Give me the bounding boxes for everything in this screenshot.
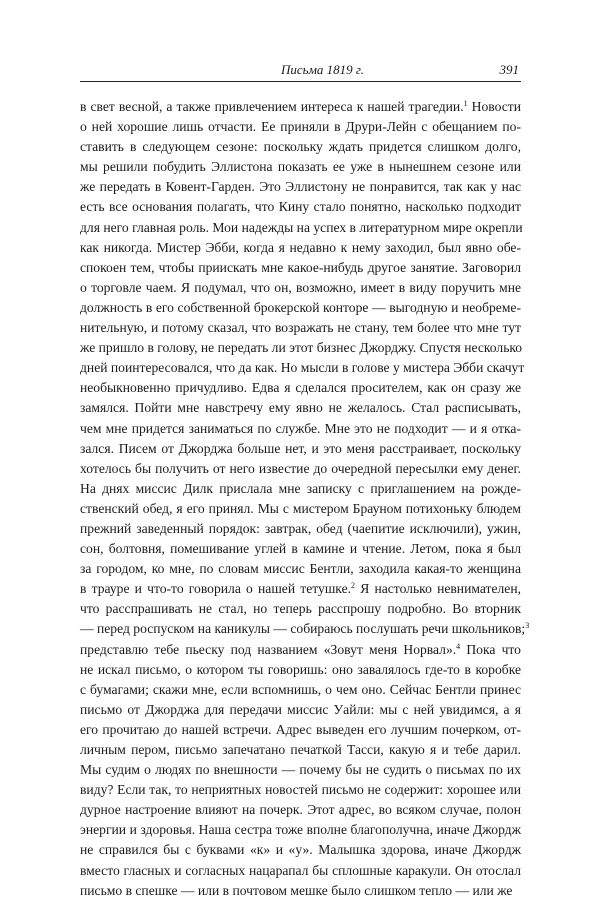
text-line <box>80 881 521 901</box>
page-number: 391 <box>499 62 519 77</box>
text-segment: в свет весной, а также привлечением интереса к нашей трагедии. <box>80 99 464 114</box>
text-segment: личным пером, письмо запечатано печаткой Тасси, какую я и тебе дарил. <box>80 742 521 757</box>
text-line <box>80 177 521 197</box>
text-segment: о ней хорошие лишь отчасти. Ее приняли в Друри-Лейн с обещанием по- <box>80 119 521 135</box>
body-text <box>80 97 530 901</box>
footnote-marker: 2 <box>351 581 356 591</box>
text-line <box>80 800 521 820</box>
text-line <box>80 238 521 258</box>
text-line <box>80 619 530 639</box>
text-line <box>80 197 521 217</box>
text-segment: виду? Если так, то неприятных новостей письмо не содержит: хорошее или <box>80 782 521 798</box>
text-segment: На днях миссис Дилк прислала мне записку с приглашением на рожде- <box>80 480 521 496</box>
text-segment: прежний заведенный порядок: завтрак, обед (чаепитие исключили), ужин, <box>80 520 521 536</box>
text-segment: за городом, ко мне, по словам миссис Бентли, заходила какая-то женщина <box>80 561 521 577</box>
text-segment: есть все основания полагать, что Кину стало понятно, насколько подходит <box>80 199 521 215</box>
text-line <box>80 780 521 800</box>
text-segment: сон, болтовня, помешивание углей в камине и чтение. Летом, пока я был <box>80 541 521 557</box>
text-line <box>80 861 521 881</box>
text-segment: для него главная роль. Мои надежды на успех в литературном мире окрепли <box>80 219 523 235</box>
text-line <box>80 278 521 298</box>
text-segment: же передать в Ковент-Гарден. Это Эллистону не понравится, так как у нас <box>80 179 521 195</box>
text-line <box>80 820 521 840</box>
text-segment: в трауре и что-то говорила о нашей тетушке. <box>80 581 352 597</box>
text-line <box>80 599 521 619</box>
text-line <box>80 720 521 740</box>
text-line <box>80 459 521 479</box>
text-segment: Я настолько невнимателен, <box>355 581 522 597</box>
text-segment: представлю тебе пьеску под названием «Зовут меня Норвал». <box>80 641 457 657</box>
footnote-marker: 1 <box>463 99 468 108</box>
text-segment: письмо в спешке — или в почтовом мешке было слишком тепло — или же <box>80 882 513 898</box>
text-line <box>80 559 521 579</box>
text-segment: должность в его собственной брокерской конторе — выгодную и необреме- <box>80 299 521 315</box>
text-line <box>80 840 521 860</box>
text-line <box>80 137 521 157</box>
text-line <box>80 117 521 137</box>
text-line <box>80 499 521 519</box>
page-header <box>80 61 521 82</box>
text-segment: не искал письмо, о котором ты говоришь: оно завалялось где-то в коробке <box>80 661 521 677</box>
text-segment: — перед роспуском на каникулы — собираюсь послушать речи школьников; <box>80 621 526 637</box>
text-line <box>80 760 521 780</box>
text-line <box>80 439 521 459</box>
text-segment: ственский обед, я его принял. Мы с мистером Брауном потихоньку блюдем <box>80 500 521 516</box>
text-line <box>80 338 521 358</box>
text-segment: мы решили побудить Эллистона показать ее уже в нынешнем сезоне или <box>80 159 521 175</box>
text-segment: спокоен тем, чтобы приискать мне какое-нибудь другое занятие. Заговорил <box>80 259 521 275</box>
text-segment: хотелось бы получить от него известие до очередной пересылки ему денег. <box>80 460 521 476</box>
text-segment: как никогда. Мистер Эбби, когда я недавно к нему заходил, был явно обе- <box>80 239 521 255</box>
text-segment: дурное настроение влияют на почерк. Этот адрес, во всяком случае, полон <box>80 802 521 818</box>
text-segment: его прочитаю до нашей встречи. Адрес выведен его лучшим почерком, от- <box>80 721 521 737</box>
text-line <box>80 579 521 599</box>
text-line <box>80 298 521 318</box>
text-segment: вместо гласных и согласных нацарапал бы сплошные каракули. Он отослал <box>80 862 521 878</box>
text-line <box>80 640 521 660</box>
text-line <box>80 700 521 720</box>
text-segment: с бумагами; скажи мне, если вспомнишь, о чем оно. Сейчас Бентли принес <box>80 681 521 697</box>
text-segment: дней поинтересовался, что да как. Но мысли в голове у мистера Эбби скачут <box>80 360 525 376</box>
text-segment: Новости <box>467 99 521 114</box>
footnote-marker: 3 <box>525 621 530 631</box>
text-line <box>80 157 521 177</box>
text-segment: Мы судим о людях по внешности — почему бы не судить о письмах по их <box>80 762 521 778</box>
text-line <box>80 539 521 559</box>
text-line <box>80 398 521 418</box>
text-segment: ставить в следующем сезоне: поскольку ждать придется слишком долго, <box>80 139 521 155</box>
footnote-marker: 4 <box>456 641 461 651</box>
text-line <box>80 378 521 398</box>
text-segment: необыкновенно причудливо. Едва я сделался просителем, как он сразу же <box>80 380 521 396</box>
text-segment: чем мне придется заниматься по службе. Мне это не подходит — и я отка- <box>80 420 521 436</box>
text-line <box>80 218 521 238</box>
text-segment: письмо от Джорджа для передачи миссис Уайли: мы с ней увидимся, а я <box>80 701 521 717</box>
text-line <box>80 740 521 760</box>
text-line <box>80 318 521 338</box>
running-title: Письма 1819 г. <box>281 62 365 77</box>
text-segment: нительную, и потому сказал, что возражать не стану, тем более что мне тут <box>80 320 521 336</box>
text-segment: Пока что <box>460 641 521 657</box>
text-segment: же пришло в голову, не передать ли этот бизнес Джорджу. Спустя несколько <box>80 340 523 356</box>
text-segment: что расспрашивать не стал, но теперь расспрошу подробно. Во вторник <box>80 601 521 617</box>
text-segment: о торговле чаем. Я подумал, что он, возможно, имеет в виду поручить мне <box>80 279 521 295</box>
text-line <box>80 660 521 680</box>
text-line <box>80 358 525 378</box>
text-segment: зался. Писем от Джорджа больше нет, и это меня расстраивает, поскольку <box>80 440 521 456</box>
text-line <box>80 680 521 700</box>
text-segment: замялся. Пойти мне навстречу ему явно не желалось. Стал расписывать, <box>80 400 521 416</box>
text-line <box>80 479 521 499</box>
text-line <box>80 519 521 539</box>
text-segment: не справился бы с буквами «к» и «у». Малышка здорова, иначе Джордж <box>80 842 521 858</box>
text-line <box>80 97 521 117</box>
text-line <box>80 258 521 278</box>
text-segment: энергии и здоровья. Наша сестра тоже вполне благополучна, иначе Джордж <box>80 822 521 838</box>
text-line <box>80 419 521 439</box>
